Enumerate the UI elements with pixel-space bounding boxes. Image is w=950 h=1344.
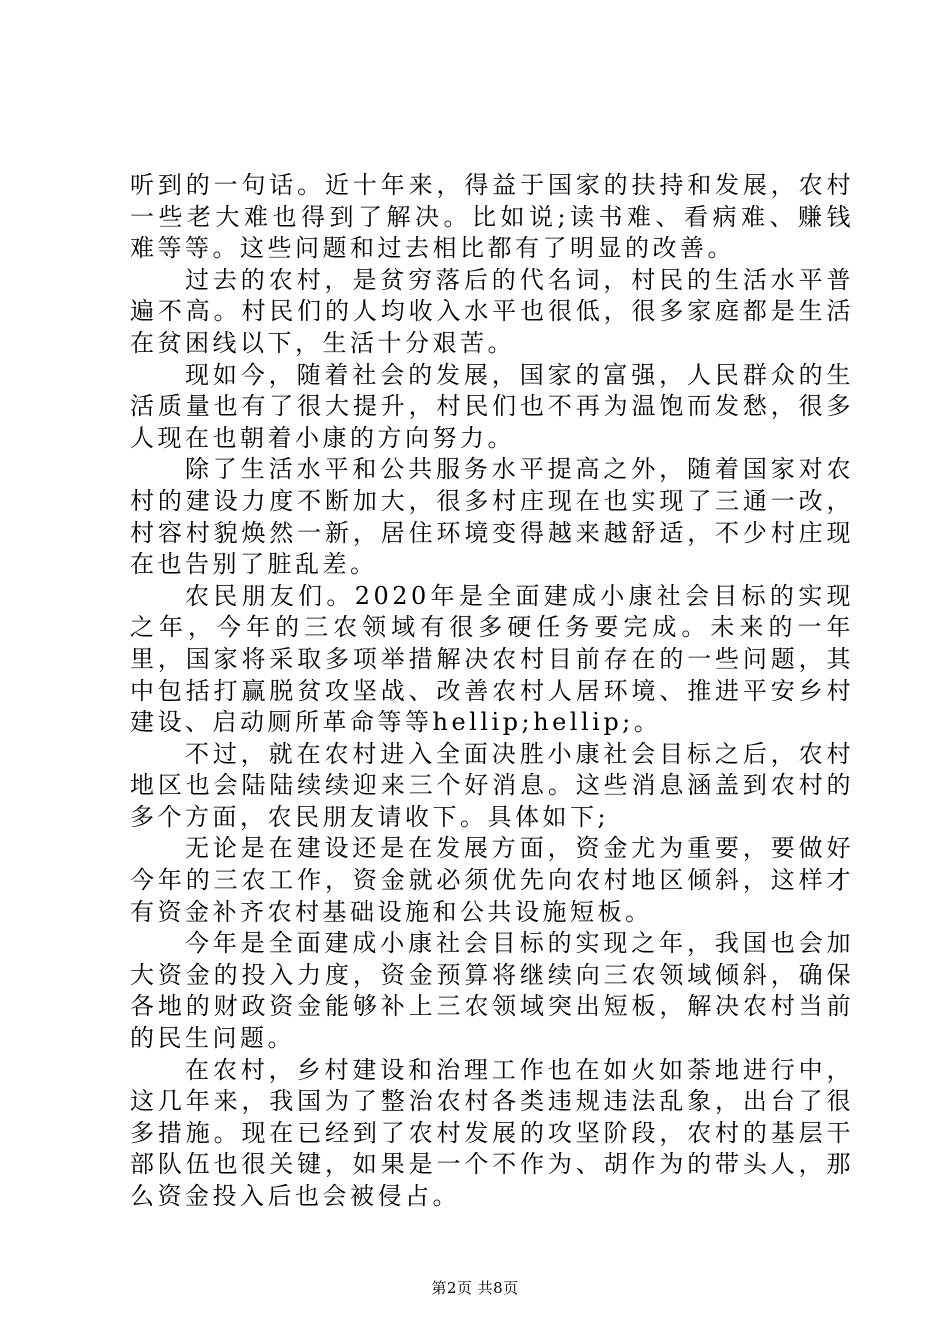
paragraph: 今年是全面建成小康社会目标的实现之年，我国也会加大资金的投入力度，资金预算将继续向三农领域倾斜，确保各地的财政资金能够补上三农领域突出短板，解决农村当前的民生问题。 — [130, 929, 854, 1053]
paragraph: 除了生活水平和公共服务水平提高之外，随着国家对农村的建设力度不断加大，很多村庄现在也实现了三通一改，村容村貌焕然一新，居住环境变得越来越舒适，不少村庄现在也告别了脏乱差。 — [130, 455, 854, 579]
paragraph: 无论是在建设还是在发展方面，资金尤为重要，要做好今年的三农工作，资金就必须优先向农村地区倾斜，这样才有资金补齐农村基础设施和公共设施短板。 — [130, 834, 854, 926]
paragraph: 现如今，随着社会的发展，国家的富强，人民群众的生活质量也有了很大提升，村民们也不再为温饱而发愁，很多人现在也朝着小康的方向努力。 — [130, 360, 854, 452]
paragraph: 农民朋友们。2020年是全面建成小康社会目标的实现之年，今年的三农领域有很多硬任务要完成。未来的一年里，国家将采取多项举措解决农村目前存在的一些问题，其中包括打赢脱贫攻坚战、改善农村人居环境、推进平安乡村建设、启动厕所革命等等hellip;hellip;。 — [130, 581, 854, 737]
page-number-footer: 第2页 共8页 — [431, 1279, 519, 1297]
paragraph: 不过，就在农村进入全面决胜小康社会目标之后，农村地区也会陆陆续续迎来三个好消息。这些消息涵盖到农村的多个方面，农民朋友请收下。具体如下; — [130, 739, 854, 831]
document-body — [130, 170, 854, 1213]
paragraph: 过去的农村，是贫穷落后的代名词，村民的生活水平普遍不高。村民们的人均收入水平也很低，很多家庭都是生活在贫困线以下，生活十分艰苦。 — [130, 265, 854, 357]
paragraph-continuation: 听到的一句话。近十年来，得益于国家的扶持和发展，农村一些老大难也得到了解决。比如说;读书难、看病难、赚钱难等等。这些问题和过去相比都有了明显的改善。 — [130, 171, 854, 263]
paragraph: 在农村，乡村建设和治理工作也在如火如荼地进行中，这几年来，我国为了整治农村各类违规违法乱象，出台了很多措施。现在已经到了农村发展的攻坚阶段，农村的基层干部队伍也很关键，如果是一个不作为、胡作为的带头人，那么资金投入后也会被侵占。 — [130, 1055, 854, 1210]
